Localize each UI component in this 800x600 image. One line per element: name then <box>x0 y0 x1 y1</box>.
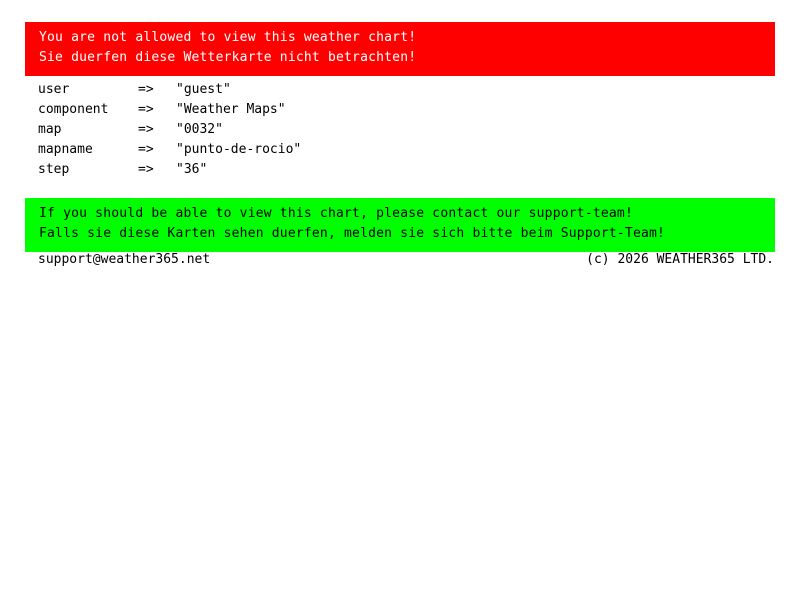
footer <box>38 250 774 270</box>
error-banner-line-de: Sie duerfen diese Wetterkarte nicht betrachten! <box>39 50 417 65</box>
parameter-value: "punto-de-rocio" <box>176 142 302 157</box>
parameter-row-mapname <box>38 140 738 160</box>
parameter-arrow: => <box>138 162 154 177</box>
support-banner-line-en: If you should be able to view this chart, please contact our support-team! <box>39 206 633 221</box>
parameter-value: "guest" <box>176 82 231 97</box>
support-banner-line-de: Falls sie diese Karten sehen duerfen, melden sie sich bitte beim Support-Team! <box>39 226 666 241</box>
parameter-row-map <box>38 120 738 140</box>
parameter-arrow: => <box>138 102 154 117</box>
parameter-key: mapname <box>38 142 93 157</box>
parameter-value: "0032" <box>176 122 223 137</box>
parameter-row-user <box>38 80 738 100</box>
parameter-arrow: => <box>138 82 154 97</box>
parameter-key: component <box>38 102 109 117</box>
parameter-row-step <box>38 160 738 180</box>
support-email-link[interactable]: support@weather365.net <box>38 252 211 267</box>
support-banner <box>25 198 775 252</box>
parameter-key: step <box>38 162 70 177</box>
parameter-row-component <box>38 100 738 120</box>
parameter-value: "36" <box>176 162 208 177</box>
error-banner-line-en: You are not allowed to view this weather chart! <box>39 30 417 45</box>
copyright-text: (c) 2026 WEATHER365 LTD. <box>586 252 774 267</box>
parameter-value: "Weather Maps" <box>176 102 286 117</box>
error-banner <box>25 22 775 76</box>
parameter-key: map <box>38 122 62 137</box>
parameter-arrow: => <box>138 122 154 137</box>
parameter-arrow: => <box>138 142 154 157</box>
parameter-key: user <box>38 82 70 97</box>
parameter-list <box>38 80 738 180</box>
